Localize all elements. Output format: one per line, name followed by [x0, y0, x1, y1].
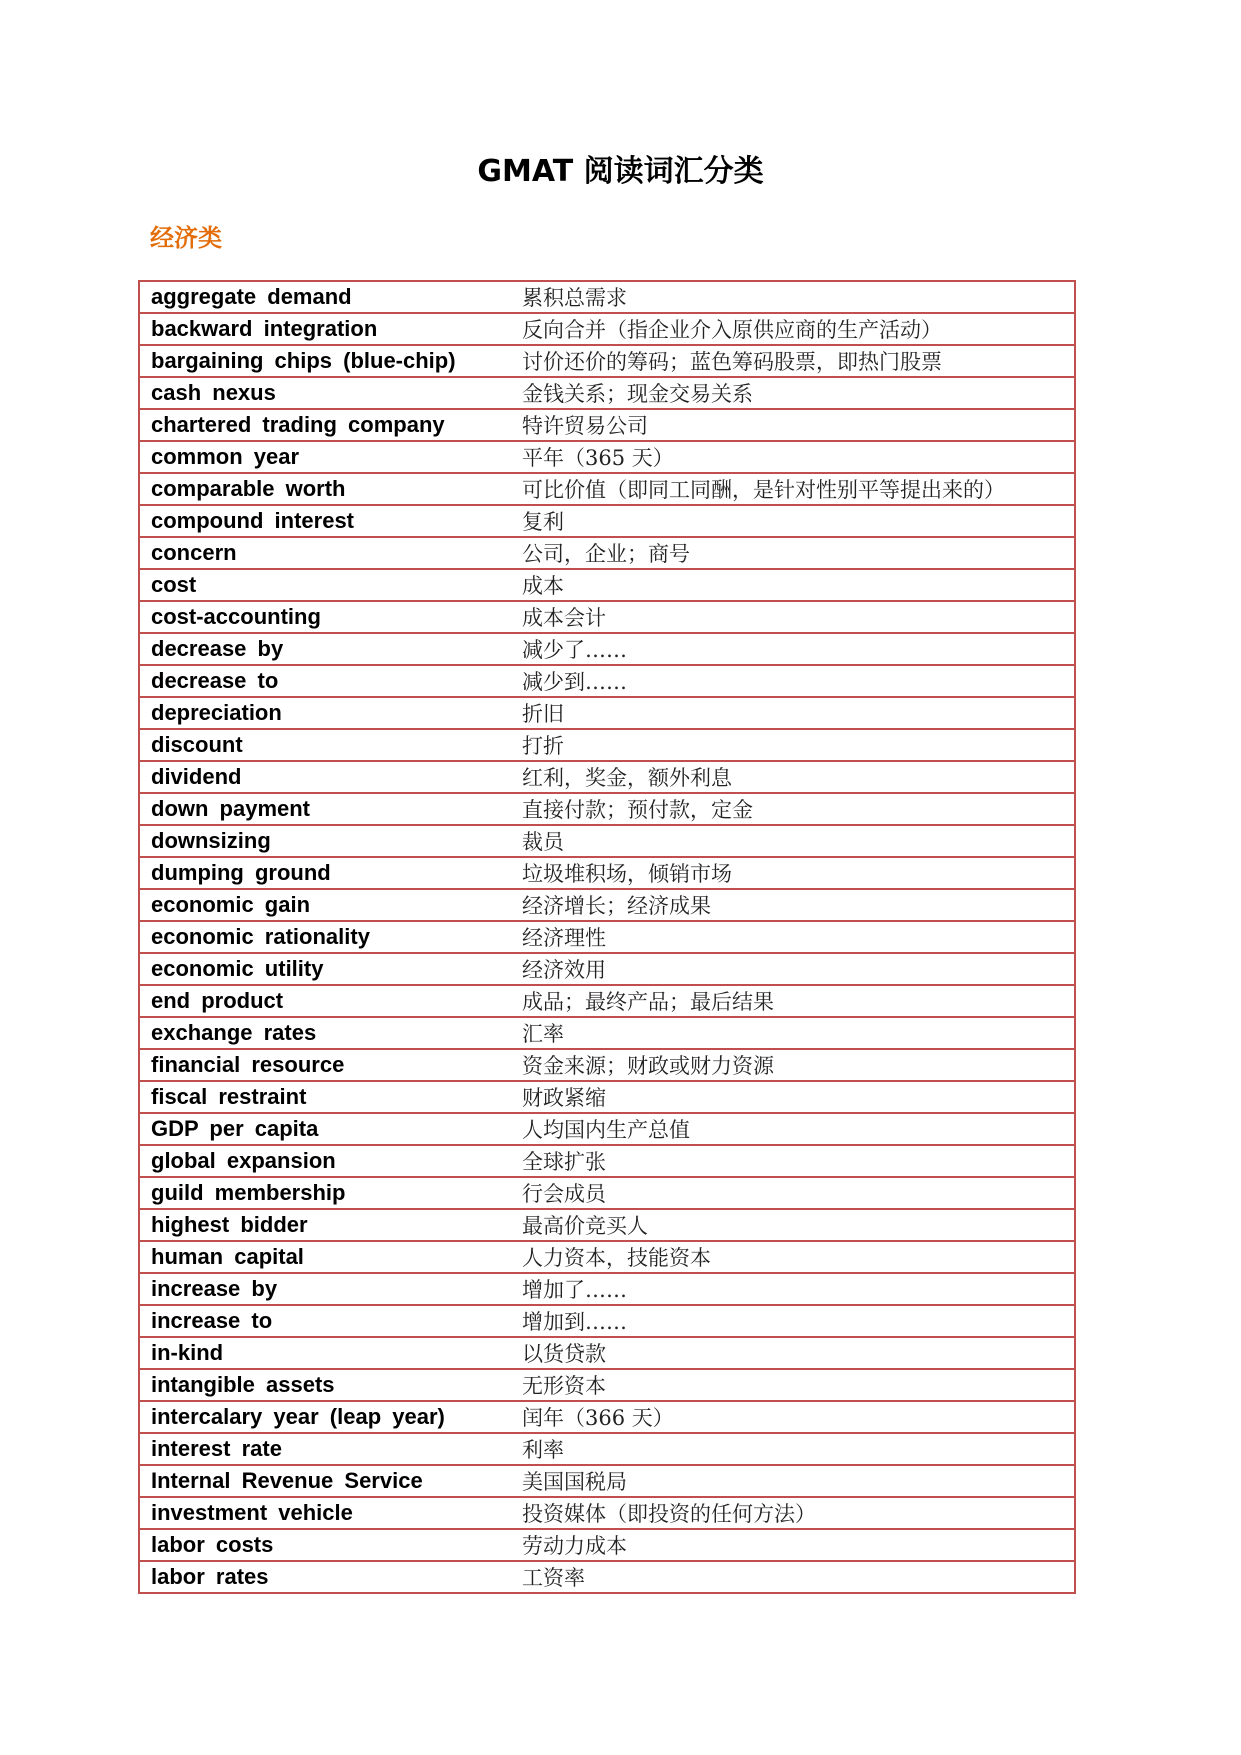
table-row — [139, 1049, 1075, 1081]
table-row — [139, 281, 1075, 313]
term-chinese: 人力资本，技能资本 — [511, 1241, 1075, 1273]
term-chinese: 美国国税局 — [511, 1465, 1075, 1497]
table-row — [139, 633, 1075, 665]
term-chinese: 成品；最终产品；最后结果 — [511, 985, 1075, 1017]
table-row — [139, 473, 1075, 505]
term-english: comparable worth — [139, 473, 511, 505]
term-english: financial resource — [139, 1049, 511, 1081]
term-chinese: 垃圾堆积场，倾销市场 — [511, 857, 1075, 889]
term-english: common year — [139, 441, 511, 473]
table-row — [139, 825, 1075, 857]
term-english: increase by — [139, 1273, 511, 1305]
term-chinese: 裁员 — [511, 825, 1075, 857]
table-row — [139, 601, 1075, 633]
term-english: depreciation — [139, 697, 511, 729]
term-english: intercalary year (leap year) — [139, 1401, 511, 1433]
page-title: GMAT 阅读词汇分类 — [477, 154, 764, 189]
term-chinese: 直接付款；预付款，定金 — [511, 793, 1075, 825]
term-chinese: 减少到…… — [511, 665, 1075, 697]
section-heading: 经济类 — [150, 224, 222, 252]
term-english: global expansion — [139, 1145, 511, 1177]
term-english: compound interest — [139, 505, 511, 537]
term-chinese: 平年（365 天） — [511, 441, 1075, 473]
table-row — [139, 569, 1075, 601]
table-row — [139, 761, 1075, 793]
table-row — [139, 1145, 1075, 1177]
term-english: dumping ground — [139, 857, 511, 889]
term-english: downsizing — [139, 825, 511, 857]
term-english: labor rates — [139, 1561, 511, 1593]
table-row — [139, 1465, 1075, 1497]
term-chinese: 成本会计 — [511, 601, 1075, 633]
table-row — [139, 1241, 1075, 1273]
term-chinese: 讨价还价的筹码；蓝色筹码股票，即热门股票 — [511, 345, 1075, 377]
vocabulary-table — [138, 280, 1076, 1594]
term-chinese: 全球扩张 — [511, 1145, 1075, 1177]
term-english: cost-accounting — [139, 601, 511, 633]
term-english: dividend — [139, 761, 511, 793]
term-chinese: 工资率 — [511, 1561, 1075, 1593]
table-row — [139, 1081, 1075, 1113]
term-english: end product — [139, 985, 511, 1017]
table-row — [139, 857, 1075, 889]
table-row — [139, 1497, 1075, 1529]
term-chinese: 财政紧缩 — [511, 1081, 1075, 1113]
term-english: in-kind — [139, 1337, 511, 1369]
term-chinese: 可比价值（即同工同酬，是针对性别平等提出来的） — [511, 473, 1075, 505]
table-row — [139, 1017, 1075, 1049]
table-row — [139, 793, 1075, 825]
term-english: discount — [139, 729, 511, 761]
table-row — [139, 1337, 1075, 1369]
table-row — [139, 921, 1075, 953]
term-chinese: 行会成员 — [511, 1177, 1075, 1209]
term-chinese: 复利 — [511, 505, 1075, 537]
term-english: Internal Revenue Service — [139, 1465, 511, 1497]
term-chinese: 经济增长；经济成果 — [511, 889, 1075, 921]
table-row — [139, 345, 1075, 377]
term-chinese: 闰年（366 天） — [511, 1401, 1075, 1433]
table-row — [139, 985, 1075, 1017]
term-english: cash nexus — [139, 377, 511, 409]
table-row — [139, 729, 1075, 761]
term-english: labor costs — [139, 1529, 511, 1561]
term-chinese: 反向合并（指企业介入原供应商的生产活动） — [511, 313, 1075, 345]
term-english: bargaining chips (blue-chip) — [139, 345, 511, 377]
term-chinese: 以货贷款 — [511, 1337, 1075, 1369]
term-english: economic utility — [139, 953, 511, 985]
term-chinese: 增加到…… — [511, 1305, 1075, 1337]
term-english: GDP per capita — [139, 1113, 511, 1145]
term-chinese: 劳动力成本 — [511, 1529, 1075, 1561]
term-chinese: 人均国内生产总值 — [511, 1113, 1075, 1145]
term-english: backward integration — [139, 313, 511, 345]
term-english: concern — [139, 537, 511, 569]
term-english: aggregate demand — [139, 281, 511, 313]
term-english: highest bidder — [139, 1209, 511, 1241]
term-chinese: 特许贸易公司 — [511, 409, 1075, 441]
term-chinese: 汇率 — [511, 1017, 1075, 1049]
table-row — [139, 889, 1075, 921]
term-english: decrease by — [139, 633, 511, 665]
vocabulary-table-body — [139, 281, 1075, 1593]
term-chinese: 资金来源；财政或财力资源 — [511, 1049, 1075, 1081]
term-chinese: 红利，奖金，额外利息 — [511, 761, 1075, 793]
term-english: fiscal restraint — [139, 1081, 511, 1113]
term-english: down payment — [139, 793, 511, 825]
term-chinese: 公司，企业；商号 — [511, 537, 1075, 569]
term-english: economic gain — [139, 889, 511, 921]
term-chinese: 投资媒体（即投资的任何方法） — [511, 1497, 1075, 1529]
term-english: guild membership — [139, 1177, 511, 1209]
term-chinese: 折旧 — [511, 697, 1075, 729]
table-row — [139, 1561, 1075, 1593]
term-chinese: 打折 — [511, 729, 1075, 761]
term-chinese: 增加了…… — [511, 1273, 1075, 1305]
table-row — [139, 1401, 1075, 1433]
term-english: increase to — [139, 1305, 511, 1337]
term-english: chartered trading company — [139, 409, 511, 441]
table-row — [139, 505, 1075, 537]
term-chinese: 减少了…… — [511, 633, 1075, 665]
term-english: economic rationality — [139, 921, 511, 953]
table-row — [139, 377, 1075, 409]
term-english: decrease to — [139, 665, 511, 697]
term-chinese: 累积总需求 — [511, 281, 1075, 313]
table-row — [139, 665, 1075, 697]
term-english: intangible assets — [139, 1369, 511, 1401]
table-row — [139, 1529, 1075, 1561]
term-english: interest rate — [139, 1433, 511, 1465]
term-chinese: 金钱关系；现金交易关系 — [511, 377, 1075, 409]
term-english: investment vehicle — [139, 1497, 511, 1529]
table-row — [139, 1209, 1075, 1241]
term-chinese: 经济效用 — [511, 953, 1075, 985]
table-row — [139, 441, 1075, 473]
table-row — [139, 409, 1075, 441]
term-chinese: 无形资本 — [511, 1369, 1075, 1401]
table-row — [139, 1177, 1075, 1209]
table-row — [139, 1369, 1075, 1401]
term-chinese: 经济理性 — [511, 921, 1075, 953]
table-row — [139, 1113, 1075, 1145]
table-row — [139, 953, 1075, 985]
term-english: human capital — [139, 1241, 511, 1273]
term-english: exchange rates — [139, 1017, 511, 1049]
table-row — [139, 1273, 1075, 1305]
term-chinese: 成本 — [511, 569, 1075, 601]
table-row — [139, 1305, 1075, 1337]
term-chinese: 利率 — [511, 1433, 1075, 1465]
table-row — [139, 313, 1075, 345]
table-row — [139, 1433, 1075, 1465]
term-english: cost — [139, 569, 511, 601]
table-row — [139, 537, 1075, 569]
term-chinese: 最高价竞买人 — [511, 1209, 1075, 1241]
table-row — [139, 697, 1075, 729]
